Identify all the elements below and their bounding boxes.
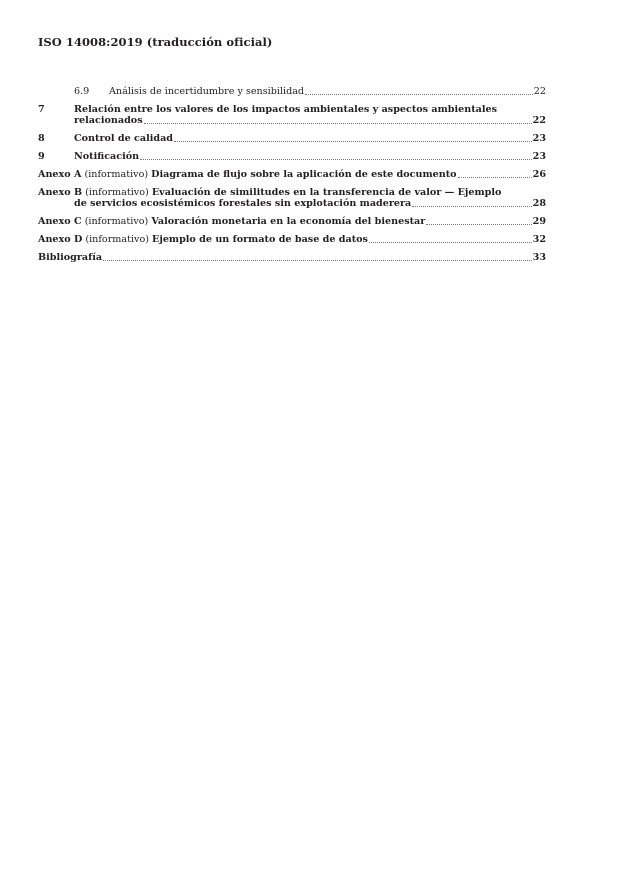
toc-entry-bibliography[interactable] <box>38 252 546 263</box>
toc-entry-page: 29 <box>532 216 546 228</box>
dot-leader <box>144 123 532 124</box>
toc-entry-page: 23 <box>532 133 546 145</box>
annex-title: Ejemplo de un formato de base de datos <box>152 234 368 246</box>
toc-entry-annex-d[interactable] <box>38 234 546 245</box>
toc-entry-8[interactable] <box>38 133 546 144</box>
dot-leader <box>369 242 532 243</box>
annex-type: (informativo) <box>84 169 149 181</box>
dot-leader <box>305 94 533 95</box>
document-header: ISO 14008:2019 (traducción oficial) <box>38 35 273 49</box>
toc-entry-annex-a[interactable] <box>38 169 546 180</box>
table-of-contents <box>38 86 546 270</box>
dot-leader <box>140 159 532 160</box>
toc-entry-page: 28 <box>532 198 546 210</box>
toc-entry-annex-c[interactable] <box>38 216 546 227</box>
toc-entry-number: 9 <box>38 151 45 163</box>
dot-leader <box>174 141 532 142</box>
toc-entry-page: 33 <box>532 252 546 264</box>
annex-title: Valoración monetaria en la economía del bienestar <box>151 216 426 228</box>
annex-label: Anexo B <box>38 187 83 199</box>
toc-entry-page: 32 <box>532 234 546 246</box>
toc-entry-title-line2: relacionados <box>74 115 143 127</box>
annex-type: (informativo) <box>85 234 149 246</box>
toc-entry-page: 22 <box>533 86 546 97</box>
toc-entry-page: 23 <box>532 151 546 163</box>
toc-entry-number: 8 <box>38 133 45 145</box>
dot-leader <box>458 177 532 178</box>
annex-title-line2: de servicios ecosistémicos forestales sin explotación maderera <box>74 198 412 210</box>
annex-type: (informativo) <box>84 216 149 228</box>
toc-entry-title-line1: Relación entre los valores de los impactos ambientales y aspectos ambientales <box>74 104 498 115</box>
annex-label: Anexo D <box>38 234 83 246</box>
annex-type: (informativo) <box>85 187 149 199</box>
dot-leader <box>412 206 531 207</box>
toc-entry-number: 7 <box>38 104 45 115</box>
toc-entry-page: 26 <box>532 169 546 181</box>
dot-leader <box>426 224 531 225</box>
annex-label: Anexo C <box>38 216 82 228</box>
toc-entry-annex-b[interactable] <box>38 187 546 209</box>
toc-entry-page: 22 <box>532 115 546 127</box>
annex-label: Anexo A <box>38 169 82 181</box>
toc-entry-title: Notificación <box>74 151 140 163</box>
annex-title: Diagrama de flujo sobre la aplicación de este documento <box>151 169 457 181</box>
toc-entry-7[interactable] <box>38 104 546 126</box>
annex-title-line1: Evaluación de similitudes en la transferencia de valor — Ejemplo <box>151 187 502 199</box>
toc-entry-title: Control de calidad <box>74 133 174 145</box>
toc-entry-title: Análisis de incertidumbre y sensibilidad <box>109 86 305 97</box>
toc-entry-6-9[interactable] <box>38 86 546 97</box>
toc-entry-9[interactable] <box>38 151 546 162</box>
toc-entry-title: Bibliografía <box>38 252 103 264</box>
dot-leader <box>103 260 532 261</box>
toc-entry-number: 6.9 <box>74 86 90 97</box>
